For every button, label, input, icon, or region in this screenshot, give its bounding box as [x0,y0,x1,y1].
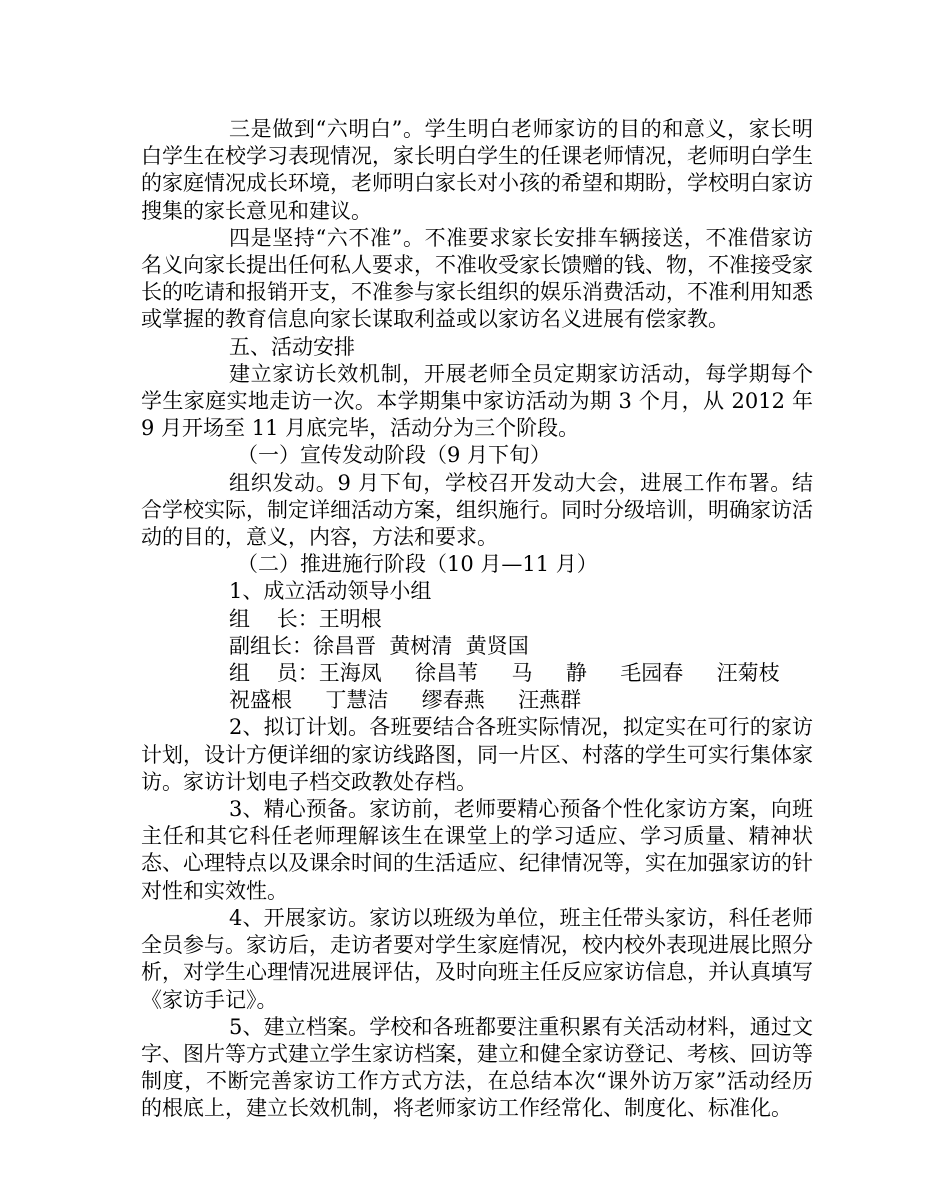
group-leader: 组 长：王明根 [229,606,382,631]
document-body [141,116,813,1123]
group-members-continued: 祝盛根 丁慧洁 缪春燕 汪燕群 [229,688,582,713]
paragraph-mobilization: 组织发动。9 月下旬，学校召开发动大会，进展工作布署。结合学校实际，制定详细活动方案，组织施行。同时分级培训，明确家访活动的目的，意义，内容，方法和要求。 [141,470,813,550]
item-plan: 2、拟订计划。各班要结合各班实际情况，拟定实在可行的家访计划，设计方便详细的家访线路图，同一片区、村落的学生可实行集体家访。家访计划电子档交政教处存档。 [141,715,813,794]
stage-heading-publicity: （一）宣传发动阶段（9 月下旬） [237,443,552,468]
paragraph-mechanism: 建立家访长效机制，开展老师全员定期家访活动，每学期每个学生家庭实地走访一次。本学期集中家访活动为期 3 个月，从 2012 年 9 月开场至 11 月底完毕，活动分为三个阶段。 [141,361,813,441]
item-home-visit: 4、开展家访。家访以班级为单位，班主任带头家访，科任老师全员参与。家访后，走访者要对学生家庭情况，校内校外表现进展比照分析，对学生心理情况进展评估，及时向班主任反应家访信息，并认真填写《家访手记》。 [141,905,813,1012]
stage-heading-implementation: （二）推进施行阶段（10 月—11 月） [237,552,598,577]
item-leading-group: 1、成立活动领导小组 [229,579,432,604]
section-heading-activity-arrangement: 五、活动安排 [229,334,355,359]
item-preparation: 3、精心预备。家访前，老师要精心预备个性化家访方案，向班主任和其它科任老师理解该生在课堂上的学习适应、学习质量、精神状态、心理特点以及课余时间的生活适应、纪律情况等，实在加强家访的针对性和实效性。 [141,797,813,903]
paragraph-six-prohibitions: 四是坚持“六不准”。不准要求家长安排车辆接送，不准借家访名义向家长提出任何私人要求，不准收受家长馈赠的钱、物，不准接受家长的吃请和报销开支，不准参与家长组织的娱乐消费活动，不准利用知悉或掌握的教育信息向家长谋取利益或以家访名义进展有偿家教。 [141,225,813,332]
deputy-leaders: 副组长：徐昌晋 黄树清 黄贤国 [229,633,529,658]
item-archives: 5、建立档案。学校和各班都要注重积累有关活动材料，通过文字、图片等方式建立学生家访档案，建立和健全家访登记、考核、回访等制度，不断完善家访工作方式方法，在总结本次“课外访万家”活动经历的根底上，建立长效机制，将老师家访工作经常化、制度化、标准化。 [141,1014,813,1121]
group-members: 组 员：王海凤 徐昌苇 马 静 毛园春 汪菊枝 [229,661,780,686]
paragraph-six-understandings: 三是做到“六明白”。学生明白老师家访的目的和意义，家长明白学生在校学习表现情况，家长明白学生的任课老师情况，老师明白学生的家庭情况成长环境，老师明白家长对小孩的希望和期盼，学校明白家访搜集的家长意见和建议。 [141,117,813,223]
